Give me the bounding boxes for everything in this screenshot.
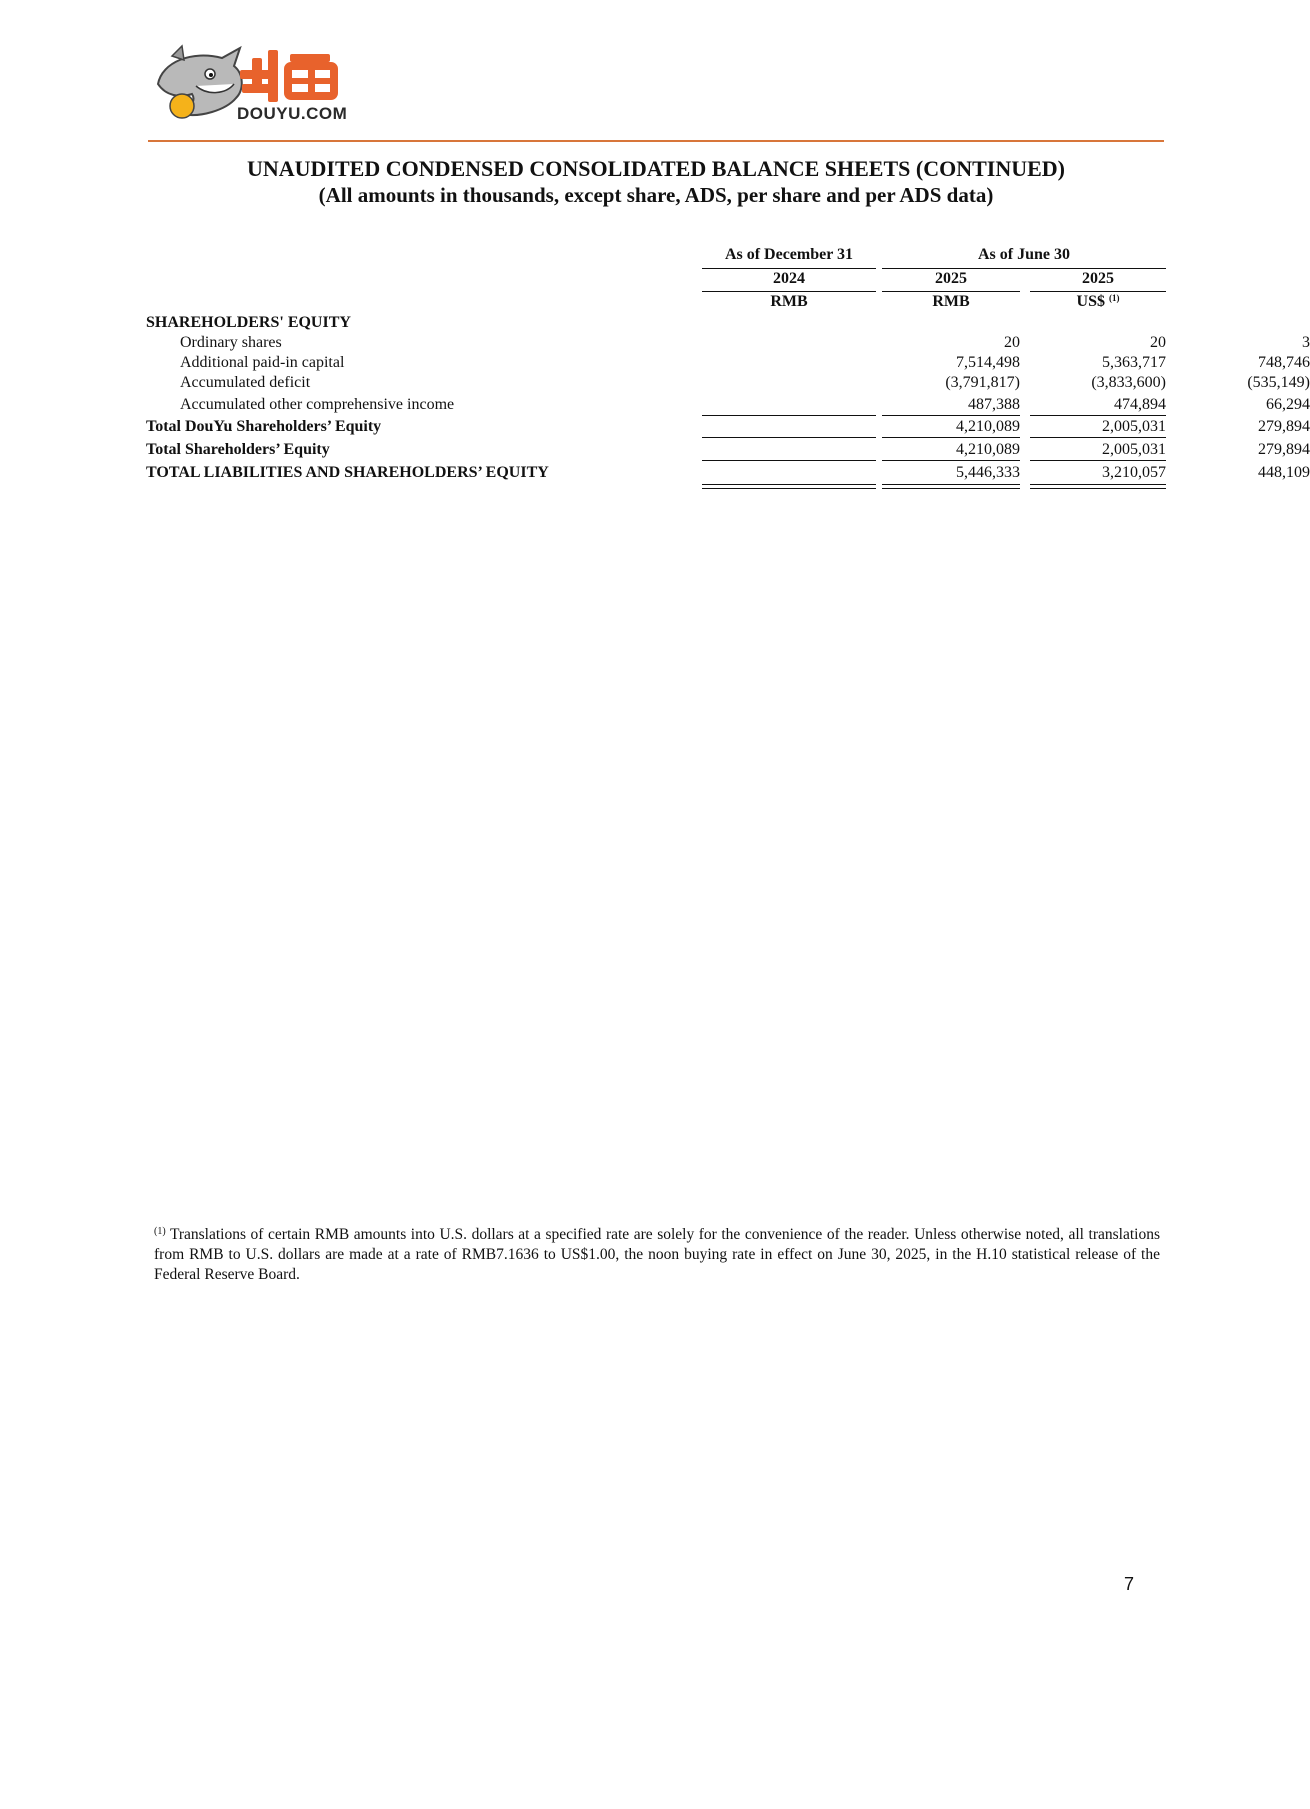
value-dec-2024: 5,446,333 [956, 464, 1020, 481]
value-jun-2025-rmb: 2,005,031 [1102, 441, 1166, 458]
double-rule-a-3 [1030, 484, 1166, 485]
table-row [146, 418, 1310, 438]
total-rule-2 [882, 437, 1020, 438]
value-jun-2025-usd: 448,109 [1258, 464, 1310, 481]
row-label: Accumulated other comprehensive income [180, 396, 455, 413]
table-row [146, 441, 1310, 461]
year-rule-2 [882, 291, 1020, 292]
year-rule-3 [1030, 291, 1166, 292]
value-dec-2024: 7,514,498 [956, 354, 1020, 371]
total-rule-3 [1030, 437, 1166, 438]
document-subtitle: (All amounts in thousands, except share, ADS, per share and per ADS data) [318, 183, 994, 207]
row-label: Ordinary shares [180, 334, 282, 351]
grand-total-top-rule-2 [882, 460, 1020, 461]
col-group-december: As of December 31 [724, 246, 854, 263]
double-rule-b-1 [702, 488, 876, 489]
row-label: Additional paid-in capital [180, 354, 345, 371]
row-label: Total Shareholders’ Equity [146, 441, 330, 458]
value-dec-2024: 20 [1004, 334, 1020, 351]
row-label: SHAREHOLDERS' EQUITY [146, 314, 351, 331]
value-jun-2025-usd: 279,894 [1258, 441, 1310, 458]
value-jun-2025-rmb: 5,363,717 [1102, 354, 1166, 371]
value-jun-2025-usd: 3 [1302, 334, 1310, 351]
value-jun-2025-usd: 748,746 [1258, 354, 1310, 371]
table-row [146, 396, 1310, 416]
table-row [146, 374, 1310, 394]
value-dec-2024: (3,791,817) [945, 374, 1020, 391]
col-group-june: As of June 30 [977, 246, 1070, 263]
header-rule-december [702, 268, 876, 269]
row-label: Accumulated deficit [180, 374, 311, 391]
douyu-characters [240, 50, 334, 102]
value-jun-2025-rmb: (3,833,600) [1091, 374, 1166, 391]
col-year-1: 2024 [773, 270, 805, 287]
value-dec-2024: 4,210,089 [956, 441, 1020, 458]
subtotal-rule-2 [882, 415, 1020, 416]
table-row [146, 354, 1310, 374]
table-row [146, 314, 1168, 334]
footnote-text: Translations of certain RMB amounts into U.S. dollars at a specified rate are solely for the convenience of the reader. Unless otherwise noted, all translations from RMB to U.S. dollars are made at a rate of RMB7.1636 to US$1.00, the noon buying rate in effect on June 30, 2025, in the H.10 statistical release of the Federal Reserve Board. [154, 1226, 1160, 1283]
usd-footnote-marker: (1) [1108, 293, 1120, 303]
header-rule [148, 140, 1164, 142]
value-jun-2025-rmb: 3,210,057 [1102, 464, 1166, 481]
total-rule-1 [702, 437, 876, 438]
value-dec-2024: 4,210,089 [956, 418, 1020, 435]
subtotal-rule-1 [702, 415, 876, 416]
grand-total-top-rule-1 [702, 460, 876, 461]
row-label: TOTAL LIABILITIES AND SHAREHOLDERS’ EQUITY [146, 464, 549, 481]
document-title: UNAUDITED CONDENSED CONSOLIDATED BALANCE SHEETS (CONTINUED) [246, 156, 1065, 181]
footnote [154, 1222, 1160, 1285]
value-jun-2025-usd: (535,149) [1247, 374, 1310, 391]
row-label: Total DouYu Shareholders’ Equity [146, 418, 382, 435]
grand-total-top-rule-3 [1030, 460, 1166, 461]
double-rule-b-3 [1030, 488, 1166, 489]
value-jun-2025-rmb: 474,894 [1114, 396, 1166, 413]
col-year-3: 2025 [1082, 270, 1114, 287]
col-currency-1: RMB [770, 293, 808, 310]
col-currency-2: RMB [932, 293, 970, 310]
year-rule-1 [702, 291, 876, 292]
col-currency-3: US$ $^{(1)}$ [1076, 293, 1120, 310]
footnote-marker: (1) [154, 1226, 166, 1237]
value-jun-2025-usd: 66,294 [1266, 396, 1310, 413]
subtotal-rule-3 [1030, 415, 1166, 416]
double-rule-a-2 [882, 484, 1020, 485]
value-jun-2025-rmb: 2,005,031 [1102, 418, 1166, 435]
double-rule-a-1 [702, 484, 876, 485]
value-dec-2024: 487,388 [968, 396, 1020, 413]
table-row [146, 334, 1310, 354]
value-jun-2025-usd: 279,894 [1258, 418, 1310, 435]
page-number: 7 [1124, 1574, 1135, 1594]
value-jun-2025-rmb: 20 [1150, 334, 1166, 351]
table-row [146, 464, 1310, 484]
double-rule-b-2 [882, 488, 1020, 489]
shark-mascot-icon [158, 46, 242, 118]
col-year-2: 2025 [935, 270, 967, 287]
logo-text: DOUYU.COM [237, 104, 348, 123]
header-rule-june [882, 268, 1166, 269]
